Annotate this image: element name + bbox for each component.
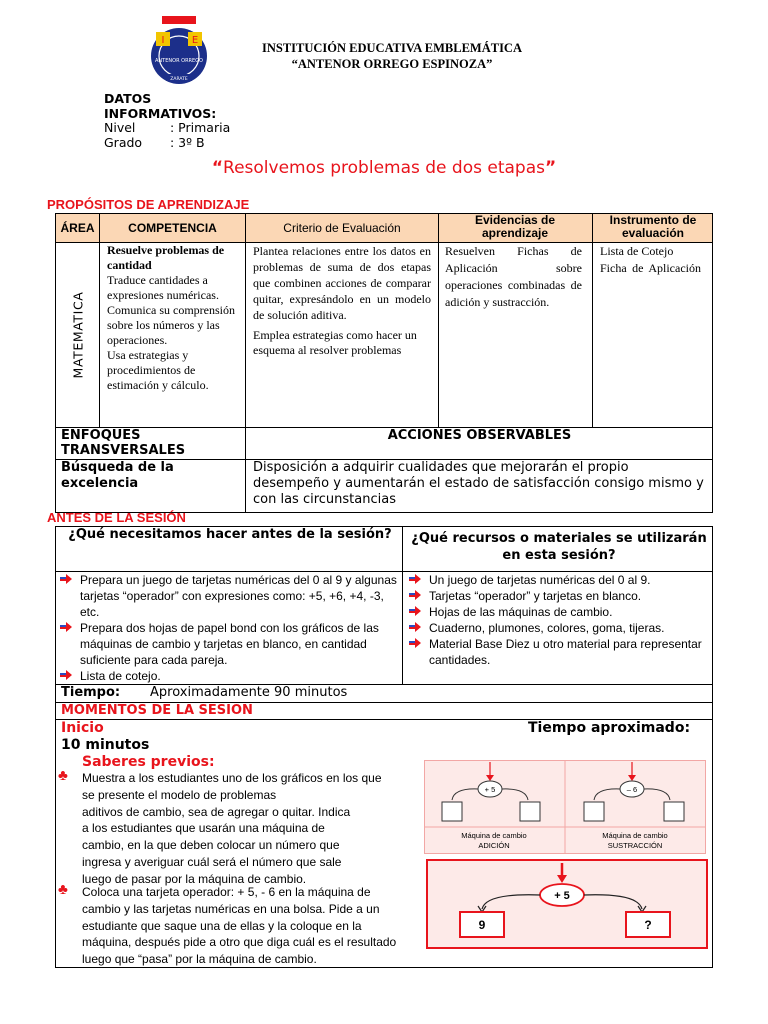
tiempo-aproximado-label: Tiempo aproximado:: [528, 720, 691, 736]
session-title: [0, 158, 768, 178]
grado-row: [104, 136, 230, 151]
tiempo-label: Tiempo:: [61, 685, 121, 700]
item1-line: Muestra a los estudiantes uno de los gráficos en los que: [82, 771, 382, 785]
col-area: ÁREA: [60, 221, 95, 235]
competencia-line-1: Traduce cantidades a expresiones numéricas.: [107, 273, 219, 302]
nivel-row: [104, 121, 230, 136]
bullet-arrow-icon: [409, 622, 421, 632]
change-machines-diagram: [424, 760, 706, 854]
inicio-label: Inicio: [61, 720, 104, 736]
bullet-arrow-icon: [409, 606, 421, 616]
item2-line: luego que “pasa” por la máquina de cambio.: [82, 952, 317, 967]
datos-heading-1: DATOS: [104, 91, 152, 106]
busqueda-label: Búsqueda de la excelencia: [61, 460, 174, 491]
competencia-line-2: Comunica su comprensión sobre los números y las operaciones.: [107, 303, 235, 347]
antes-right-list: [407, 572, 709, 668]
item1-line: se presente el modelo de problemas: [82, 787, 277, 802]
machine1-caption-1: Máquina de cambio: [461, 831, 527, 840]
criterio-p2: Emplea estrategias como hacer un esquema al resolver problemas: [253, 328, 417, 357]
acciones-label: ACCIONES OBSERVABLES: [387, 428, 572, 443]
col-competencia: COMPETENCIA: [128, 221, 217, 235]
machine1-operator: + 5: [484, 785, 496, 794]
criterio-cell: [253, 243, 431, 358]
tiempo-value: Aproximadamente 90 minutos: [150, 685, 348, 700]
clubs-bullet-icon: ♣: [58, 767, 68, 784]
title-close-quote: ”: [544, 158, 557, 178]
nivel-label: Nivel: [104, 120, 136, 135]
antes-left-list: [58, 572, 400, 684]
school-name: [214, 40, 570, 72]
list-item: Prepara un juego de tarjetas numéricas del 0 al 9 y algunas tarjetas “operador” con expresiones como: +5, +6, +4, -3, etc.: [58, 572, 400, 620]
instrumento-line2: Ficha de Aplicación: [600, 261, 701, 275]
col-evidencias: Evidencias de aprendizaje: [474, 213, 556, 240]
machine2-operator: – 6: [626, 785, 638, 794]
machine1-caption-2: ADICIÓN: [478, 841, 510, 850]
item2-line: estudiante que saque una de ellas y la coloque en la: [82, 918, 362, 933]
list-item: Cuaderno, plumones, colores, goma, tijeras.: [407, 620, 709, 636]
nivel-value: : Primaria: [170, 120, 231, 135]
saberes-item-1: [58, 767, 420, 888]
datos-informativos: [104, 92, 230, 150]
grado-label: Grado: [104, 134, 143, 150]
bullet-arrow-icon: [60, 622, 72, 632]
area-matematica: [56, 243, 99, 427]
competencia-title: Resuelve problemas de cantidad: [107, 243, 225, 272]
school-name-line1: INSTITUCIÓN EDUCATIVA EMBLEMÁTICA: [261, 41, 522, 55]
big-output-number: ?: [644, 918, 652, 932]
big-operator: + 5: [554, 890, 570, 902]
saberes-item-2: [58, 881, 420, 968]
momentos-heading: MOMENTOS DE LA SESION: [61, 703, 253, 718]
antes-heading: ANTES DE LA SESIÓN: [47, 510, 186, 525]
inicio-time: 10 minutos: [61, 737, 150, 753]
clubs-bullet-icon: ♣: [58, 881, 68, 898]
busqueda-text: Disposición a adquirir cualidades que mejorarán el propio desempeño y aumentarán el estado de satisfacción consigo mismo y con las circunstancias: [253, 460, 704, 507]
item2-line: máquina, después pide a otro que diga cuál es el resultado: [82, 935, 397, 950]
col-criterio: Criterio de Evaluación: [283, 221, 401, 235]
item1-line: a los estudiantes que usarán una máquina de: [82, 821, 325, 836]
machine2-caption-1: Máquina de cambio: [602, 831, 668, 840]
machine2-caption-2: SUSTRACCIÓN: [607, 841, 663, 850]
big-change-machine: [426, 859, 708, 949]
list-item: Prepara dos hojas de papel bond con los gráficos de las máquinas de cambio y tarjetas en blanco, en cantidad suficiente para cada pareja.: [58, 620, 400, 668]
logo-letter-right: E: [191, 35, 199, 46]
competencia-cell: [107, 243, 243, 393]
competencia-line-3: Usa estrategias y procedimientos de estimación y cálculo.: [107, 348, 209, 392]
grado-value: : 3º B: [170, 134, 205, 150]
item1-line: cambio, en la que deben colocar un número que: [82, 838, 340, 853]
title-text: Resolvemos problemas de dos etapas: [223, 158, 545, 178]
list-item: Lista de cotejo.: [58, 668, 400, 684]
list-item: Tarjetas “operador” y tarjetas en blanco.: [407, 588, 709, 604]
bullet-arrow-icon: [60, 574, 72, 584]
criterio-p1: Plantea relaciones entre los datos en problemas de suma de dos etapas que combinen acciones de comparar quitar, expresándolo en un modelo de solución aditiva.: [253, 244, 431, 322]
logo-letter-left: I: [161, 35, 165, 46]
antes-question-1: ¿Qué necesitamos hacer antes de la sesión?: [68, 527, 392, 542]
bullet-arrow-icon: [409, 590, 421, 600]
list-item: Un juego de tarjetas numéricas del 0 al 9.: [407, 572, 709, 588]
saberes-previos-label: Saberes previos:: [82, 754, 215, 770]
item2-line: cambio y las tarjetas numéricas en una bolsa. Pide a un: [82, 901, 380, 916]
area-matematica-text: MATEMATICA: [70, 291, 85, 379]
logo-city: ZARATE: [170, 77, 188, 82]
big-input-number: 9: [478, 918, 486, 932]
bullet-arrow-icon: [60, 670, 72, 680]
instrumento-line1: Lista de Cotejo: [600, 244, 674, 258]
item2-line: Coloca una tarjeta operador: + 5, - 6 en la máquina de: [82, 885, 371, 899]
enfoques-label: ENFOQUES TRANSVERSALES: [61, 428, 186, 458]
col-instrumento: Instrumento de evaluación: [609, 213, 697, 240]
logo-text: ANTENOR ORREGO: [155, 58, 203, 64]
school-name-line2: “ANTENOR ORREGO ESPINOZA”: [291, 57, 493, 71]
bullet-arrow-icon: [409, 638, 421, 648]
school-logo: [146, 14, 212, 86]
item1-line: luego de pasar por la máquina de cambio.: [82, 871, 307, 886]
bullet-arrow-icon: [409, 574, 421, 584]
propositos-heading: PROPÓSITOS DE APRENDIZAJE: [47, 197, 250, 212]
evidencias-cell: Resuelven Fichas de Aplicación sobre operaciones combinadas de adición y sustracción.: [445, 244, 582, 309]
list-item: Hojas de las máquinas de cambio.: [407, 604, 709, 620]
list-item: Material Base Diez u otro material para representar cantidades.: [407, 636, 709, 668]
item1-line: aditivos de cambio, sea de agregar o quitar. Indica: [82, 804, 351, 819]
instrumento-cell: [600, 243, 701, 277]
title-open-quote: “: [211, 158, 224, 178]
antes-question-2: ¿Qué recursos o materiales se utilizarán en esta sesión?: [411, 531, 707, 563]
datos-heading-2: INFORMATIVOS:: [104, 105, 217, 121]
item1-line: ingresa y averiguar cuál será el número que sale: [82, 854, 342, 869]
